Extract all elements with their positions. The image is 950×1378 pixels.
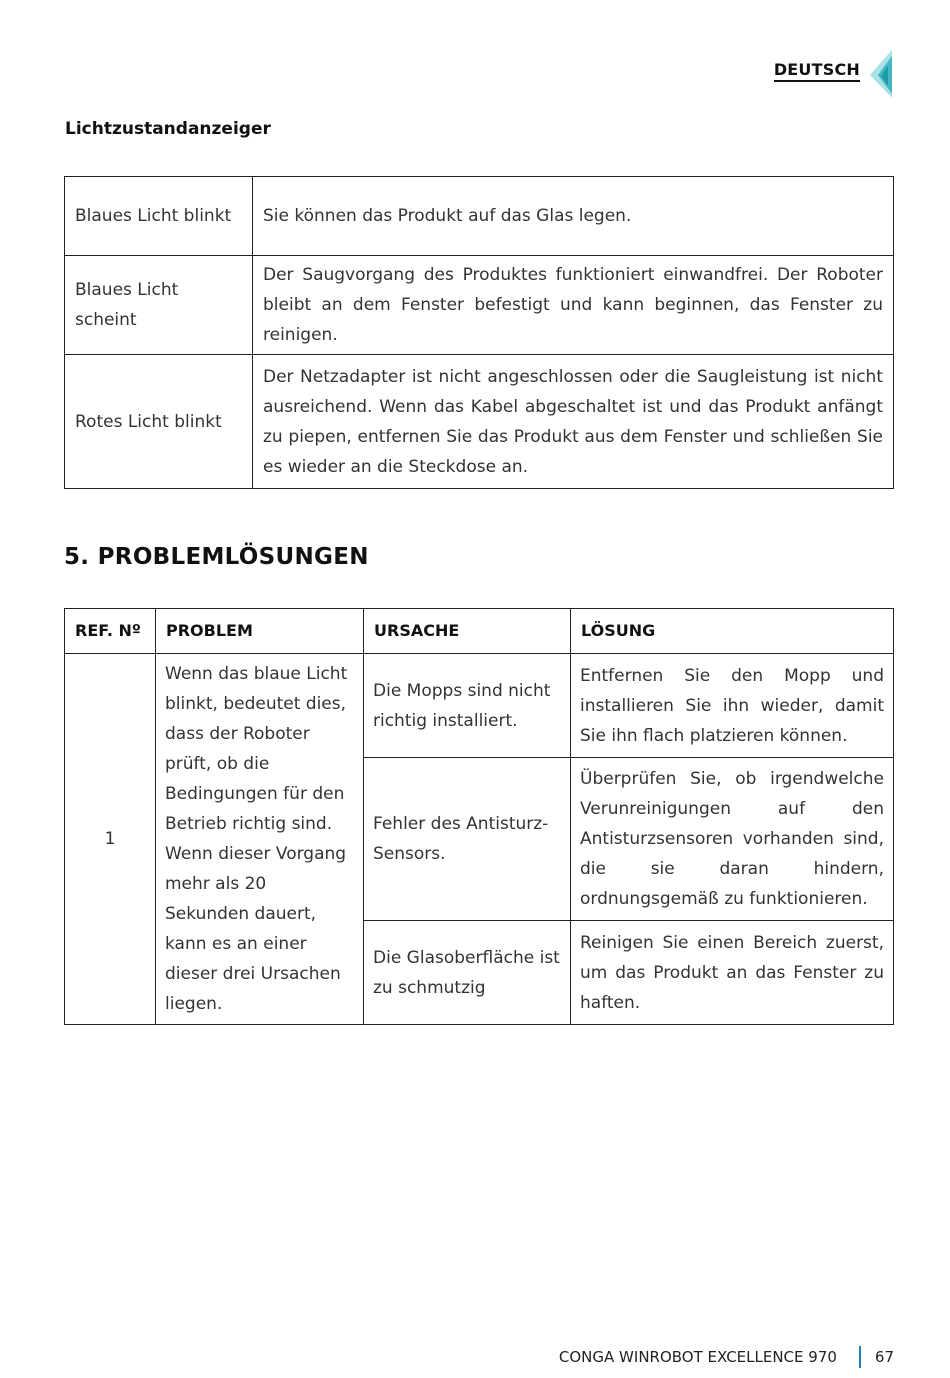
light-indicator-table	[64, 176, 894, 489]
table-header-row	[65, 609, 894, 654]
light-state: Blaues Licht scheint	[65, 256, 253, 355]
language-tab-icon	[868, 50, 896, 98]
language-label: DEUTSCH	[774, 60, 860, 82]
table-row	[65, 355, 894, 489]
solution-cell: Entfernen Sie den Mopp und installieren Sie ihn wieder, damit Sie ihn flach platzieren können.	[571, 654, 894, 758]
problem-description: Wenn das blaue Licht blinkt, bedeutet dies, dass der Roboter prüft, ob die Bedingungen für den Betrieb richtig sind. Wenn dieser Vorgang mehr als 20 Sekunden dauert, kann es an einer dieser drei Ursachen liegen.	[156, 654, 364, 1025]
column-header-problem: PROBLEM	[156, 609, 364, 654]
product-name: CONGA WINROBOT EXCELLENCE 970	[558, 1348, 837, 1366]
ref-number: 1	[65, 654, 156, 1025]
table-row	[65, 256, 894, 355]
light-state: Blaues Licht blinkt	[65, 177, 253, 256]
column-header-cause: URSACHE	[364, 609, 571, 654]
section-title: 5. PROBLEMLÖSUNGEN	[64, 544, 369, 570]
light-indicator-heading: Lichtzustandanzeiger	[65, 119, 271, 139]
table-row	[65, 177, 894, 256]
footer-separator	[859, 1346, 861, 1368]
table-row	[65, 654, 894, 758]
light-description: Der Saugvorgang des Produktes funktioniert einwandfrei. Der Roboter bleibt an dem Fenster befestigt und kann beginnen, das Fenster zu reinigen.	[253, 256, 894, 355]
light-description: Sie können das Produkt auf das Glas legen.	[253, 177, 894, 256]
page-footer	[559, 1346, 894, 1368]
light-description: Der Netzadapter ist nicht angeschlossen oder die Saugleistung ist nicht ausreichend. Wenn das Kabel abgeschaltet ist und das Produkt anfängt zu piepen, entfernen Sie das Produkt aus dem Fenster und schließen Sie es wieder an die Steckdose an.	[253, 355, 894, 489]
page-number: 67	[874, 1348, 894, 1366]
column-header-solution: LÖSUNG	[571, 609, 894, 654]
solution-cell: Reinigen Sie einen Bereich zuerst, um das Produkt an das Fenster zu haften.	[571, 921, 894, 1025]
light-state: Rotes Licht blinkt	[65, 355, 253, 489]
troubleshooting-table	[64, 608, 894, 1025]
cause-cell: Fehler des Antisturz-Sensors.	[364, 758, 571, 921]
column-header-ref: REF. Nº	[65, 609, 156, 654]
cause-cell: Die Glasoberfläche ist zu schmutzig	[364, 921, 571, 1025]
cause-cell: Die Mopps sind nicht richtig installiert.	[364, 654, 571, 758]
solution-cell: Überprüfen Sie, ob irgendwelche Verunreinigungen auf den Antisturzsensoren vorhanden sind, die sie daran hindern, ordnungsgemäß zu funktionieren.	[571, 758, 894, 921]
